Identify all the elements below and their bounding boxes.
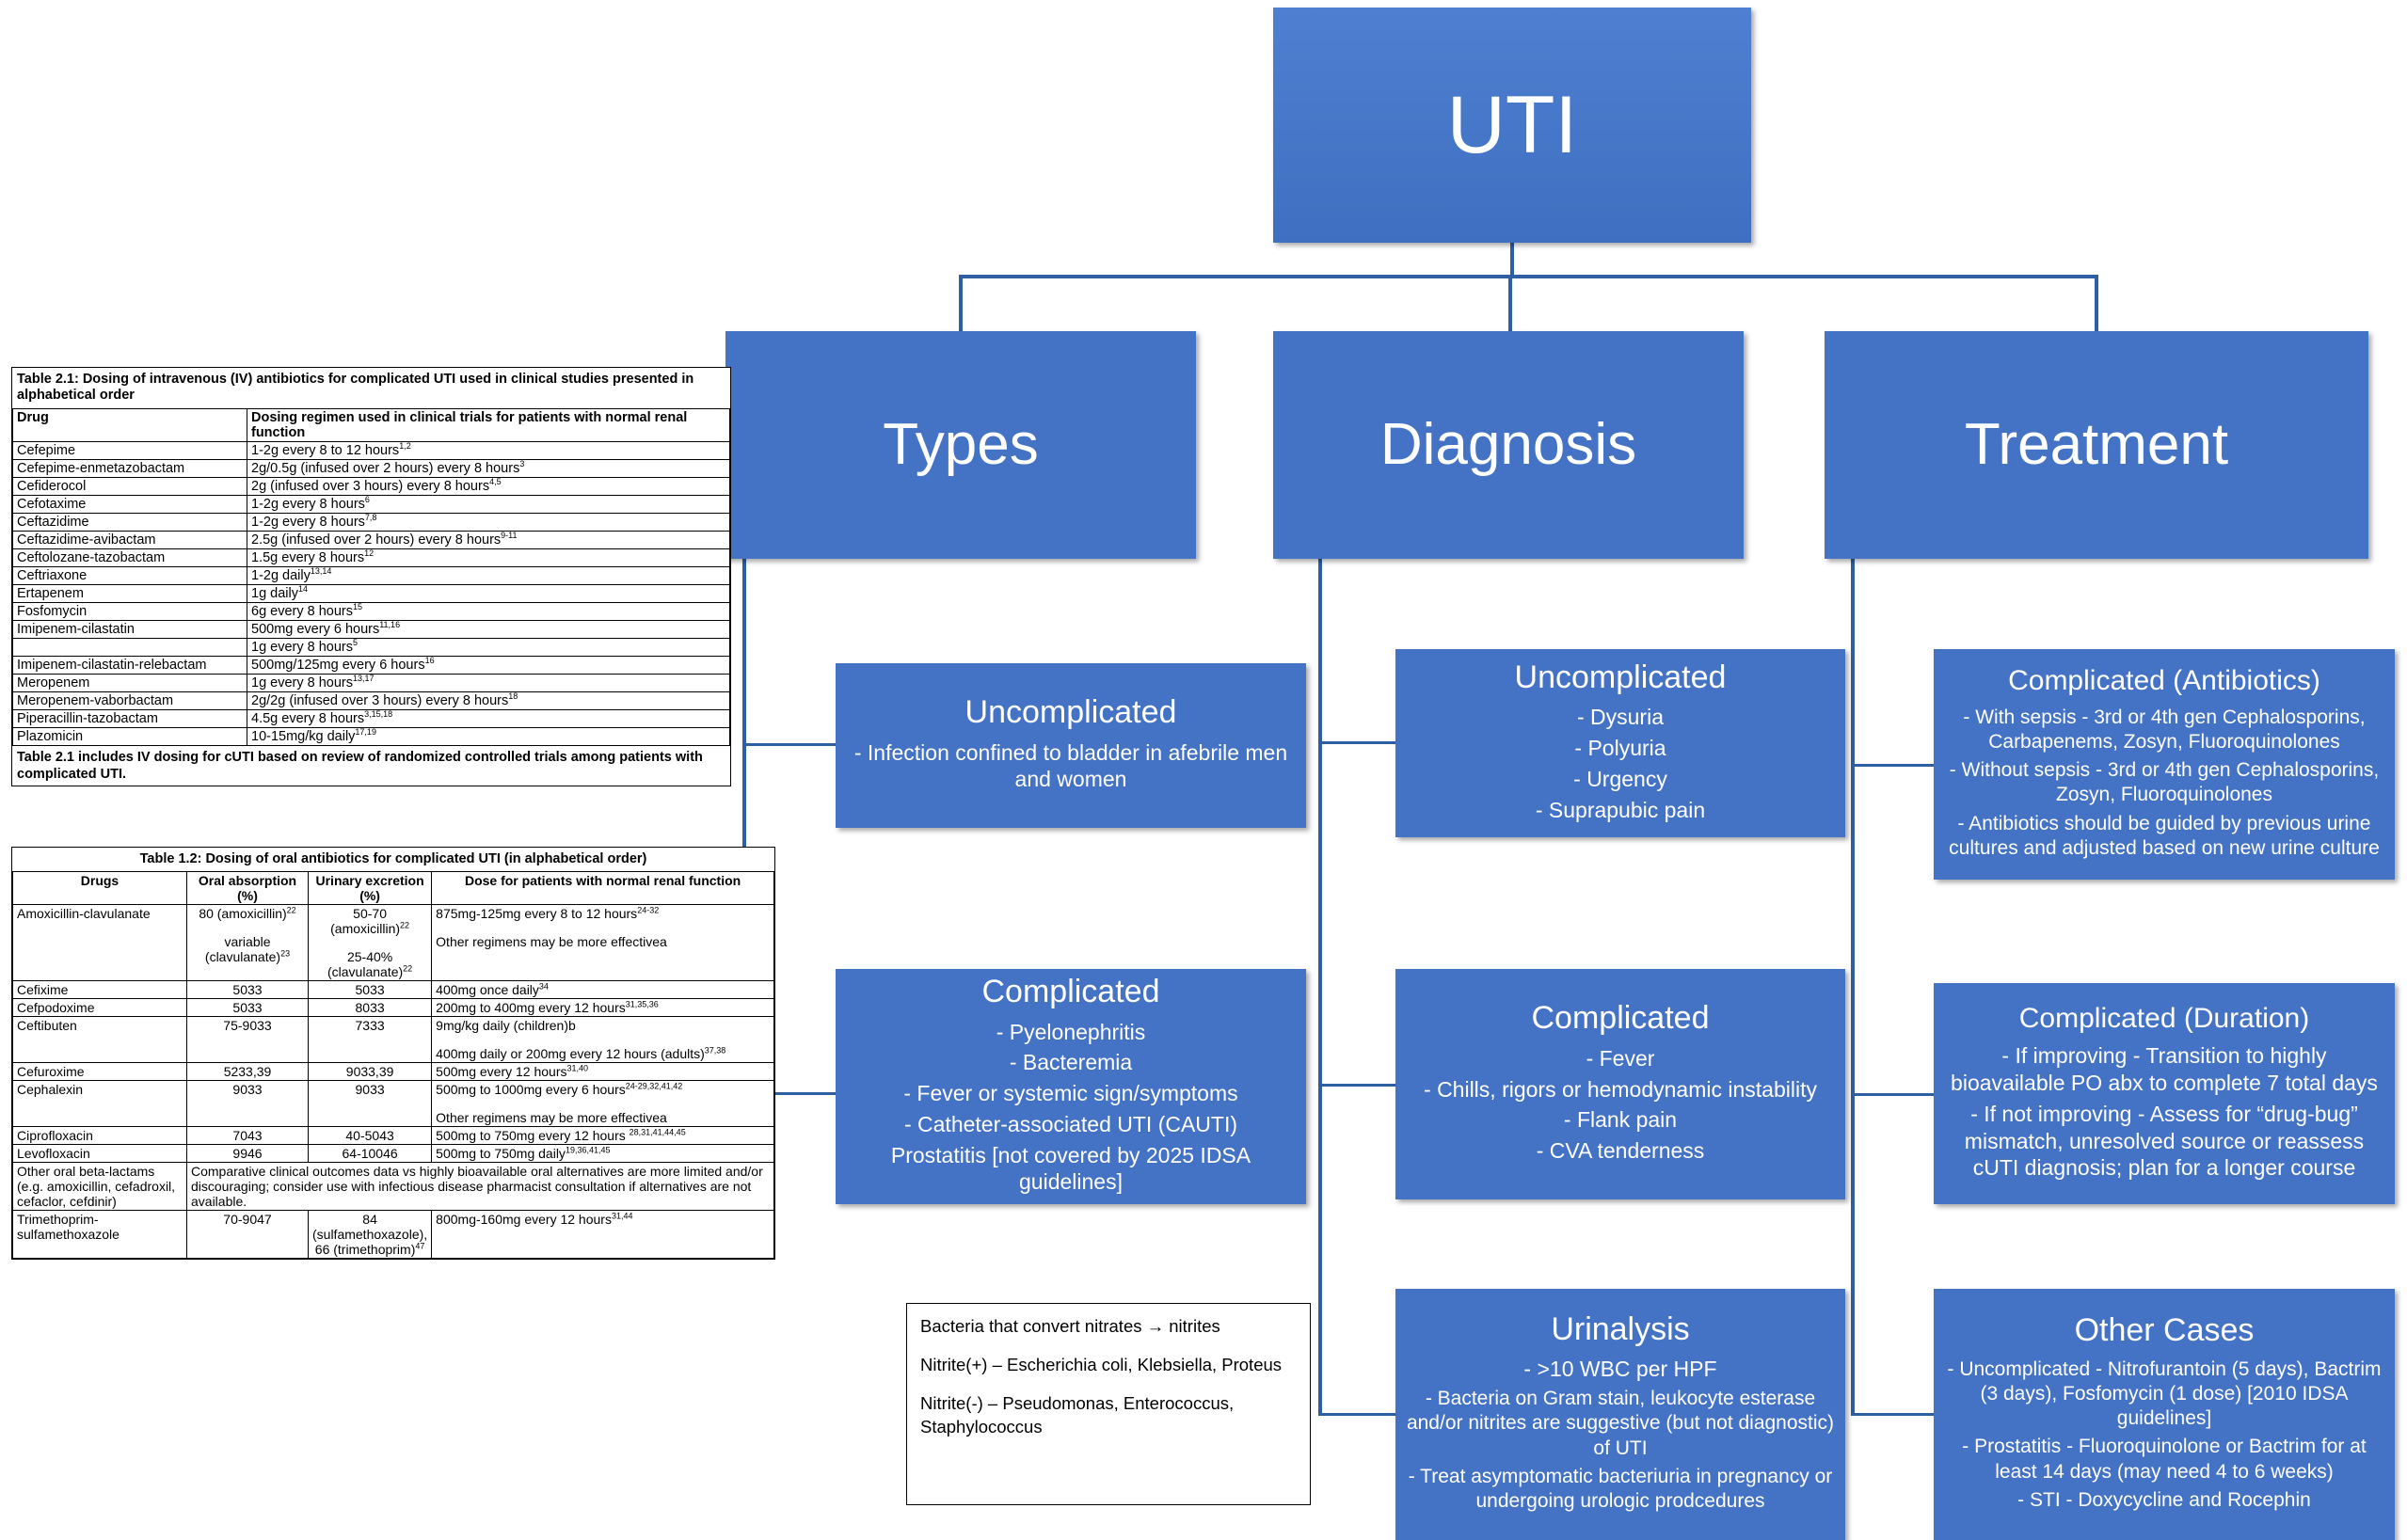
- node-types-uncomplicated-list: [836, 738, 1306, 796]
- list-item: - Fever: [1586, 1045, 1655, 1071]
- table-iv-header-drug: Drug: [13, 408, 247, 441]
- table-cell-dose: 1-2g every 8 hours$^{7,8}$: [247, 513, 730, 531]
- node-types-complicated-title: Complicated: [981, 973, 1160, 1009]
- table-iv-antibiotics: [11, 367, 731, 786]
- table-row: [13, 620, 730, 638]
- table-cell-drug: Plazomicin: [13, 727, 247, 745]
- table-cell-drug: Cefuroxime: [13, 1063, 187, 1081]
- node-diagnosis-uncomplicated[interactable]: [1395, 649, 1845, 837]
- connector-diagnosis-spine: [1318, 559, 1322, 1415]
- table-cell-drug: Ceftazidime: [13, 513, 247, 531]
- list-item: - Fever or systemic sign/symptoms: [903, 1081, 1238, 1106]
- table-cell-absorption: 70-9047: [187, 1211, 309, 1259]
- table-cell-absorption: 5233,39: [187, 1063, 309, 1081]
- connector-diagnosis-down: [1508, 275, 1512, 333]
- node-diagnosis-uncomplicated-title: Uncomplicated: [1514, 659, 1727, 695]
- list-item: - Pyelonephritis: [996, 1019, 1146, 1044]
- table-iv-body: [13, 441, 730, 745]
- table-iv-caption: Table 2.1: Dosing of intravenous (IV) antibiotics for complicated UTI used in clinical studies presented in alphabetical order: [17, 372, 694, 404]
- node-treatment-antibiotics-list: [1934, 704, 2395, 864]
- table-row: [13, 727, 730, 745]
- node-types-complicated-list: [836, 1017, 1306, 1199]
- connector-tx-dur: [1851, 1093, 1936, 1096]
- table-cell-dose: 500mg to 750mg daily$^{19,36,41,45}$: [432, 1145, 774, 1163]
- table-cell-dose: 2g (infused over 3 hours) every 8 hours$^{4,5}$: [247, 477, 730, 495]
- connector-dx-comp: [1318, 1084, 1397, 1087]
- table-cell-drug: Ceftibuten: [13, 1017, 187, 1063]
- table-cell-dose: 500mg every 6 hours$^{11,16}$: [247, 620, 730, 638]
- node-types[interactable]: [725, 331, 1196, 559]
- node-treatment-antibiotics-title: Complicated (Antibiotics): [2008, 665, 2320, 696]
- table-cell-dose: 1g every 8 hours$^5$: [247, 638, 730, 656]
- table-cell-note: Comparative clinical outcomes data vs highly bioavailable oral alternatives are more limited and/or discouraging; consider use with infectious disease pharmacist consultation if alternatives are not available.: [187, 1163, 774, 1211]
- table-row: [13, 513, 730, 531]
- table-cell-drug: Cefiderocol: [13, 477, 247, 495]
- table-oral-antibiotics: [11, 847, 775, 1260]
- table-cell-dose: 2.5g (infused over 2 hours) every 8 hours$^{9-11}$: [247, 531, 730, 548]
- list-item: - Chills, rigors or hemodynamic instability: [1424, 1076, 1817, 1102]
- table-cell-excretion: 9033,39: [309, 1063, 432, 1081]
- table-cell-excretion: 84 (sulfamethoxazole), 66 (trimethoprim)$^{47}$: [309, 1211, 432, 1259]
- table-cell-drug: Cefepime-enmetazobactam: [13, 459, 247, 477]
- node-treatment-duration-list: [1934, 1040, 2395, 1183]
- list-item: - Without sepsis - 3rd or 4th gen Cephalosporins, Zosyn, Fluoroquinolones: [1949, 759, 2380, 806]
- node-treatment[interactable]: [1825, 331, 2368, 559]
- list-item: - With sepsis - 3rd or 4th gen Cephalosporins, Carbapenems, Zosyn, Fluoroquinolones: [1963, 706, 2366, 753]
- table-cell-excretion: 50-70 (amoxicillin)$^{22}$ 25-40% (clavulanate)$^{22}$: [309, 905, 432, 981]
- table-cell-absorption: 9946: [187, 1145, 309, 1163]
- table-cell-dose: 10-15mg/kg daily$^{17,19}$: [247, 727, 730, 745]
- table-cell-dose: 6g every 8 hours$^{15}$: [247, 602, 730, 620]
- table-cell-excretion: 9033: [309, 1081, 432, 1127]
- table-iv-grid: [12, 408, 730, 746]
- table-cell-dose: 200mg to 400mg every 12 hours$^{31,35,36}$: [432, 999, 774, 1017]
- node-treatment-other-cases-title: Other Cases: [2074, 1311, 2255, 1348]
- node-treatment-other-cases-list: [1934, 1356, 2395, 1516]
- table-cell-dose: 875mg-125mg every 8 to 12 hours$^{24-32}$ Other regimens may be more effectivea: [432, 905, 774, 981]
- node-diagnosis-urinalysis-list: [1395, 1354, 1845, 1516]
- table-cell-drug: [13, 638, 247, 656]
- table-cell-absorption: 5033: [187, 981, 309, 999]
- node-types-label: Types: [883, 412, 1039, 478]
- list-item: Prostatitis [not covered by 2025 IDSA guidelines]: [890, 1142, 1251, 1195]
- table-cell-dose: 500mg to 1000mg every 6 hours$^{24-29,32,41,42}$ Other regimens may be more effectivea: [432, 1081, 774, 1127]
- table-cell-drug: Piperacillin-tazobactam: [13, 709, 247, 727]
- table-cell-drug: Trimethoprim-sulfamethoxazole: [13, 1211, 187, 1259]
- table-cell-drug: Imipenem-cilastatin-relebactam: [13, 656, 247, 674]
- table-oral-grid: [12, 871, 774, 1259]
- table-cell-dose: 500mg/125mg every 6 hours$^{16}$: [247, 656, 730, 674]
- table-row: [13, 709, 730, 727]
- table-oral-header-drugs: Drugs: [13, 872, 187, 905]
- list-item: - Dysuria: [1576, 705, 1664, 730]
- table-row: [13, 495, 730, 513]
- node-treatment-duration[interactable]: [1934, 983, 2395, 1204]
- table-cell-dose: 9mg/kg daily (children)b 400mg daily or 200mg every 12 hours (adults)$^{37,38}$: [432, 1017, 774, 1063]
- table-cell-dose: 500mg every 12 hours$^{31,40}$: [432, 1063, 774, 1081]
- table-row: [13, 459, 730, 477]
- table-cell-dose: 1-2g every 8 hours$^6$: [247, 495, 730, 513]
- table-row: [13, 905, 774, 981]
- table-oral-body: [13, 905, 774, 1259]
- connector-types-down: [959, 275, 963, 333]
- node-types-complicated[interactable]: [836, 969, 1306, 1204]
- table-cell-excretion: 64-10046: [309, 1145, 432, 1163]
- node-treatment-other-cases[interactable]: [1934, 1289, 2395, 1540]
- table-row: [13, 531, 730, 548]
- table-oral-caption: Table 1.2: Dosing of oral antibiotics for complicated UTI (in alphabetical order): [139, 851, 647, 866]
- table-cell-absorption: 9033: [187, 1081, 309, 1127]
- table-row: [13, 999, 774, 1017]
- table-cell-excretion: 40-5043: [309, 1127, 432, 1145]
- list-item: - STI - Doxycycline and Rocephin: [2017, 1488, 2311, 1511]
- node-diagnosis-urinalysis[interactable]: [1395, 1289, 1845, 1540]
- table-row: [13, 674, 730, 691]
- table-cell-absorption: 75-9033: [187, 1017, 309, 1063]
- table-row: [13, 1145, 774, 1163]
- table-cell-excretion: 8033: [309, 999, 432, 1017]
- list-item: - Prostatitis - Fluoroquinolone or Bactrim for at least 14 days (may need 4 to 6 weeks): [1962, 1436, 2367, 1483]
- table-cell-dose: 800mg-160mg every 12 hours$^{31,44}$: [432, 1211, 774, 1259]
- connector-tx-abx: [1851, 764, 1936, 767]
- nitrite-note-line-2: Nitrite(+) – Escherichia coli, Klebsiella, Proteus: [920, 1354, 1283, 1374]
- table-cell-excretion: 5033: [309, 981, 432, 999]
- list-item: - Suprapubic pain: [1535, 797, 1706, 822]
- table-cell-dose: 400mg once daily$^{34}$: [432, 981, 774, 999]
- table-cell-drug: Ceftazidime-avibactam: [13, 531, 247, 548]
- table-row: [13, 638, 730, 656]
- table-iv-footnote: Table 2.1 includes IV dosing for cUTI based on review of randomized controlled trials among patients with complicated UTI.: [17, 749, 703, 782]
- table-cell-absorption: 7043: [187, 1127, 309, 1145]
- table-cell-drug: Ciprofloxacin: [13, 1127, 187, 1145]
- connector-treatment-spine: [1851, 559, 1855, 1415]
- connector-tx-other: [1851, 1413, 1936, 1416]
- table-oral-header-dose: Dose for patients with normal renal function: [432, 872, 774, 905]
- table-cell-dose: 500mg to 750mg every 12 hours $^{28,31,41,44,45}$: [432, 1127, 774, 1145]
- table-header-row: [13, 408, 730, 441]
- nitrite-note-box: [906, 1303, 1311, 1505]
- table-row: [13, 1127, 774, 1145]
- table-iv-header-dose: Dosing regimen used in clinical trials for patients with normal renal function: [247, 408, 730, 441]
- table-cell-drug: Fosfomycin: [13, 602, 247, 620]
- table-row: [13, 1211, 774, 1259]
- table-cell-drug: Meropenem: [13, 674, 247, 691]
- table-cell-drug: Ceftriaxone: [13, 566, 247, 584]
- node-treatment-label: Treatment: [1964, 412, 2229, 478]
- table-row: [13, 1081, 774, 1127]
- table-cell-drug: Levofloxacin: [13, 1145, 187, 1163]
- connector-treatment-down: [2095, 275, 2098, 333]
- table-row: [13, 1063, 774, 1081]
- table-oral-header-excretion: Urinary excretion (%): [309, 872, 432, 905]
- list-item: - Uncomplicated - Nitrofurantoin (5 days), Bactrim (3 days), Fosfomycin (1 dose) [2010 IDSA guidelines]: [1947, 1357, 2382, 1430]
- node-uti-root[interactable]: [1273, 8, 1751, 243]
- node-diagnosis-uncomplicated-list: [1395, 702, 1845, 825]
- table-cell-dose: 4.5g every 8 hours$^{3,15,18}$: [247, 709, 730, 727]
- table-row: [13, 691, 730, 709]
- node-types-uncomplicated[interactable]: [836, 663, 1306, 828]
- table-cell-dose: 1g daily$^{14}$: [247, 584, 730, 602]
- table-row: [13, 441, 730, 459]
- table-cell-absorption: 5033: [187, 999, 309, 1017]
- table-cell-drug: Other oral beta-lactams (e.g. amoxicillin, cefadroxil, cefaclor, cefdinir): [13, 1163, 187, 1211]
- table-row: [13, 602, 730, 620]
- table-cell-drug: Cefotaxime: [13, 495, 247, 513]
- node-treatment-antibiotics[interactable]: [1934, 649, 2395, 880]
- table-cell-drug: Imipenem-cilastatin: [13, 620, 247, 638]
- list-item: - Urgency: [1573, 766, 1667, 791]
- node-diagnosis-complicated-title: Complicated: [1531, 1000, 1710, 1037]
- node-diagnosis[interactable]: [1273, 331, 1744, 559]
- table-cell-drug: Meropenem-vaborbactam: [13, 691, 247, 709]
- connector-root-horizontal: [959, 275, 2097, 278]
- node-diagnosis-urinalysis-title: Urinalysis: [1551, 1310, 1690, 1347]
- table-oral-header-absorption: Oral absorption (%): [187, 872, 309, 905]
- connector-root-down: [1510, 243, 1514, 277]
- table-cell-excretion: 7333: [309, 1017, 432, 1063]
- table-cell-drug: Ceftolozane-tazobactam: [13, 548, 247, 566]
- table-row: [13, 656, 730, 674]
- table-cell-absorption: 80 (amoxicillin)$^{22}$ variable (clavulanate)$^{23}$: [187, 905, 309, 981]
- table-row: [13, 1163, 774, 1211]
- list-item: - Infection confined to bladder in afebrile men and women: [853, 739, 1288, 792]
- table-row: [13, 584, 730, 602]
- node-types-uncomplicated-title: Uncomplicated: [964, 693, 1177, 730]
- connector-types-uncomp: [742, 743, 837, 746]
- list-item: - Polyuria: [1574, 736, 1666, 761]
- table-row: [13, 981, 774, 999]
- table-cell-drug: Cefpodoxime: [13, 999, 187, 1017]
- list-item: - If not improving - Assess for “drug-bug” mismatch, unresolved source or reassess cUTI diagnosis; plan for a longer course: [1964, 1101, 2365, 1181]
- table-cell-dose: 1.5g every 8 hours$^{12}$: [247, 548, 730, 566]
- table-cell-dose: 2g/0.5g (infused over 2 hours) every 8 hours$^3$: [247, 459, 730, 477]
- table-row: [13, 1017, 774, 1063]
- list-item: - CVA tenderness: [1536, 1138, 1705, 1164]
- table-cell-dose: 1-2g every 8 to 12 hours$^{1,2}$: [247, 441, 730, 459]
- node-diagnosis-complicated-list: [1395, 1043, 1845, 1167]
- table-cell-drug: Cefepime: [13, 441, 247, 459]
- table-row: [13, 548, 730, 566]
- table-header-row: [13, 872, 774, 905]
- list-item: - >10 WBC per HPF: [1523, 1357, 1717, 1382]
- node-uti-root-label: UTI: [1446, 79, 1578, 170]
- list-item: - Bacteria on Gram stain, leukocyte esterase and/or nitrites are suggestive (but not diagnostic) of UTI: [1406, 1388, 1835, 1459]
- table-cell-drug: Amoxicillin-clavulanate: [13, 905, 187, 981]
- list-item: - Flank pain: [1563, 1107, 1678, 1133]
- table-cell-dose: 1g every 8 hours$^{13,17}$: [247, 674, 730, 691]
- node-diagnosis-complicated[interactable]: [1395, 969, 1845, 1199]
- nitrite-note-line-3: Nitrite(-) – Pseudomonas, Enterococcus, Staphylococcus: [920, 1392, 1235, 1437]
- connector-dx-uncomp: [1318, 741, 1397, 744]
- list-item: - Catheter-associated UTI (CAUTI): [903, 1111, 1238, 1136]
- table-cell-dose: 1-2g daily$^{13,14}$: [247, 566, 730, 584]
- table-cell-drug: Cefixime: [13, 981, 187, 999]
- list-item: - Antibiotics should be guided by previous urine cultures and adjusted based on new urine culture: [1949, 812, 2380, 859]
- list-item: - Treat asymptomatic bacteriuria in pregnancy or undergoing urologic prodcedures: [1408, 1465, 1833, 1513]
- table-row: [13, 566, 730, 584]
- node-treatment-duration-title: Complicated (Duration): [2018, 1002, 2310, 1034]
- node-diagnosis-label: Diagnosis: [1379, 412, 1637, 478]
- list-item: - Bacteremia: [1009, 1050, 1133, 1075]
- table-row: [13, 477, 730, 495]
- list-item: - If improving - Transition to highly bioavailable PO abx to complete 7 total days: [1951, 1043, 2378, 1096]
- table-cell-dose: 2g/2g (infused over 3 hours) every 8 hours$^{18}$: [247, 691, 730, 709]
- connector-dx-ua: [1318, 1413, 1397, 1416]
- nitrite-note-line-1: Bacteria that convert nitrates → nitrites: [920, 1316, 1220, 1336]
- table-cell-drug: Cephalexin: [13, 1081, 187, 1127]
- table-cell-drug: Ertapenem: [13, 584, 247, 602]
